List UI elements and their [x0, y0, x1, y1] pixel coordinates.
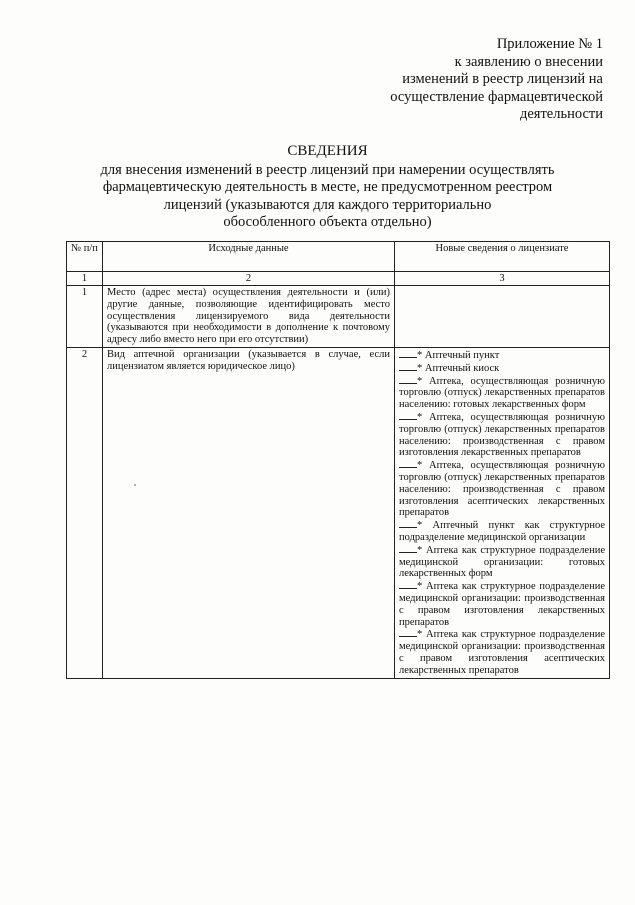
option-label: * Аптечный пункт как структурное подразделение медицинской организации	[399, 520, 605, 543]
option-item[interactable]	[399, 411, 605, 459]
appendix-line: осуществление фармацевтической	[390, 88, 603, 105]
table-row	[67, 347, 610, 678]
title-line: для внесения изменений в реестр лицензий при намерении осуществлять	[100, 161, 555, 178]
option-label: * Аптека как структурное подразделение медицинской организации: готовых лекарственных форм	[399, 544, 605, 580]
row-source: Вид аптечной организации (указывается в случае, если лицензиатом является юридическое лицо)	[103, 347, 395, 678]
appendix-line: изменений в реестр лицензий на	[402, 71, 603, 87]
option-item[interactable]	[399, 580, 605, 628]
option-label: * Аптека как структурное подразделение медицинской организации: производственная с правом изготовления асептических лекарственных препаратов	[399, 629, 605, 676]
colnum-3: 3	[395, 272, 610, 286]
option-item[interactable]	[399, 375, 605, 411]
option-label: * Аптечный пункт	[417, 349, 500, 361]
checkbox-blank[interactable]	[399, 375, 417, 384]
appendix-line: к заявлению о внесении	[454, 53, 603, 70]
option-label: * Аптечный киоск	[417, 362, 500, 374]
checkbox-blank[interactable]	[399, 349, 417, 358]
title-line: лицензий (указываются для каждого территориально	[163, 196, 492, 213]
option-label: * Аптека, осуществляющая розничную торговлю (отпуск) лекарственных препаратов населению: производственная с правом изготовления асептических лекарственных препаратов	[399, 460, 605, 519]
pharmacy-type-options	[395, 347, 610, 678]
checkbox-blank[interactable]	[399, 362, 417, 371]
header-new: Новые сведения о лицензиате	[395, 242, 610, 272]
colnum-1: 1	[67, 272, 103, 286]
option-label: * Аптека, осуществляющая розничную торговлю (отпуск) лекарственных препаратов населению: производственная с правом изготовления лекарственных препаратов	[399, 411, 605, 459]
row-num: 2	[67, 347, 103, 678]
row-source: Место (адрес места) осуществления деятельности и (или) другие данные, позволяющие идентифицировать место осуществления лицензируемого вида деятельности (указываются при необходимости в дополнение к почтовому адресу либо вместо него при его отсутствии)	[103, 286, 395, 348]
checkbox-blank[interactable]	[399, 519, 417, 528]
option-item[interactable]	[399, 519, 605, 544]
checkbox-blank[interactable]	[399, 628, 417, 637]
header-num: № п/п	[67, 242, 103, 272]
option-item[interactable]	[399, 628, 605, 676]
option-item[interactable]	[399, 362, 605, 375]
checkbox-blank[interactable]	[399, 544, 417, 553]
checkbox-blank[interactable]	[399, 411, 417, 420]
info-table	[66, 241, 610, 679]
header-source: Исходные данные	[103, 242, 395, 272]
column-number-row	[67, 272, 610, 286]
row-new-value[interactable]	[395, 286, 610, 348]
option-label: * Аптека, осуществляющая розничную торговлю (отпуск) лекарственных препаратов населению: готовых лекарственных форм	[399, 375, 605, 411]
checkbox-blank[interactable]	[399, 580, 417, 589]
scan-speck	[134, 484, 136, 486]
option-item[interactable]	[399, 544, 605, 580]
option-item[interactable]	[399, 459, 605, 519]
title-line: фармацевтическую деятельность в месте, не предусмотренном реестром	[102, 179, 553, 195]
appendix-header	[390, 36, 603, 124]
option-item[interactable]	[399, 349, 605, 362]
title-main: СВЕДЕНИЯ	[287, 143, 368, 159]
table-row	[67, 286, 610, 348]
row-num: 1	[67, 286, 103, 348]
appendix-line: Приложение № 1	[496, 36, 603, 52]
colnum-2: 2	[103, 272, 395, 286]
option-label: * Аптека как структурное подразделение медицинской организации: производственная с правом изготовления лекарственных препаратов	[399, 581, 605, 628]
checkbox-blank[interactable]	[399, 459, 417, 468]
table-header-row	[67, 242, 610, 272]
title-line: обособленного объекта отдельно)	[223, 214, 432, 230]
appendix-line: деятельности	[519, 106, 603, 122]
document-title	[60, 143, 595, 232]
